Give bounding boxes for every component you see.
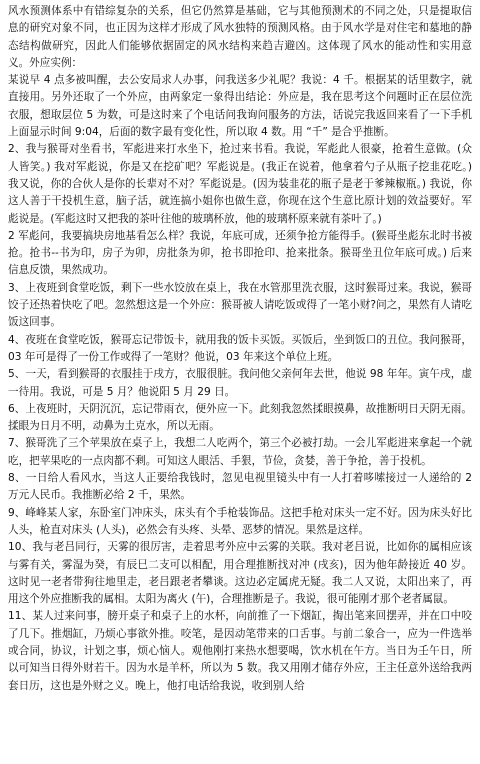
paragraph-example-2: 2、我与猴哥对坐看书，军彪进来打水坐下，抢过来书看。我说，军彪此人很豪，抢着生意做。(众人皆笑。) 我对军彪说，你是又在挖矿吧？军彪说是。(我正在说着，他拿着勺子从瓶子挖韭花吃。) 我又说，你的合伙人是你的长辈对不对？军彪说是。(因为装韭花的瓶子是老于爹辣椒瓶。) 我说，你这人善于干投机生意，脑子活，就连搞小姐你也做生意，你现在这个生意比原计划的效益要好。军彪说是。(军彪这时又把我的茶叶往他的玻璃杯放，他的玻璃杯原来就有茶叶了。) [8,143,472,225]
paragraph-example-4: 4、夜班在食堂吃饭，猴哥忘记带饭卡，就用我的饭卡买饭。买饭后，坐到饭口的丑位。我问猴哥，03 年可是得了一份工作或得了一笔财？他说，03 年来这个单位上班。 [8,333,472,363]
paragraph-intro: 风水预测体系中有错综复杂的关系，但它仍然算是基础，它与其他预测术的不同之处，只是提取信息的研究对象不同，也正因为这样才形成了风水独特的预测风格。由于风水学是对住宅和墓地的静态结构做研究，因此人们能够依据固定的风水结构来趋吉避凶。这体现了风水的能动性和实用意义。外应实例： [8,5,472,69]
paragraph-example-5: 5、一天，看到猴哥的衣服挂于戌方，衣服很脏。我问他父亲何年去世，他说 98 年年。寅午戌，虚一待用。我说，可是 5 月？他说阳 5 月 29 日。 [8,368,472,398]
paragraph-example-3: 3、上夜班到食堂吃饭，剩下一些水饺放在桌上，我在水管那里洗衣服，这时猴哥过来。我说，猴哥饺子还热着快吃了吧。忽然想这是一个外应：猴哥被人请吃饭或得了一笔小财?问之，果然有人请吃饭这回事。 [8,281,472,329]
paragraph-example-2b: 2 军彪问，我要搞块房地基看怎么样？我说，年底可成，还须争抢方能得手。(猴哥坐彪东北时书被抢。抢书--书为印，房子为卯，房批条为卯，抢书即抢印、抢来批条。猴哥坐丑位年底可成。) 后来信息反馈，果然成功。 [8,229,472,277]
paragraph-example-10: 10、我与老吕同行，天雾的很厉害，走着思考外应中云雾的关联。我对老吕说，比如你的属相应该与雾有关，雾湿为癸，有辰巳二支可以相配，用合理推断找对冲 (戌亥)，因为他年龄接近 40 岁。这时见一老者带狗往地里走，老吕跟老者攀谈。这边必定属虎无疑。我二人又说，太阳出来了，再用这个外应推断我的属相。太阳为离火 (午)，合理推断是子。我说，很可能刚才那个老者属鼠。 [8,541,472,606]
paragraph-example-11: 11、某人过来问事，膀开桌子和桌子上的水杯，向前推了一下烟缸，掏出笔来回摆弄，并在口中咬了几下。推烟缸，乃烦心事欲外推。咬笔，是因动笔带来的口舌事。与前二象合一，应为一件选举或合同，协议，计划之事，烦心恼人。观他刚打来热水想要喝，饮水机在午方。当日为壬午日，所以可知当日得外财若干。因为水是羊杯，所以为 5 数。我又用刚才储存外应，王主任意外送给我两套日历，这也是外财之义。晚上，他打电话给我说，收到别人给 [8,610,472,692]
paragraph-example-7: 7、猴哥洗了三个苹果放在桌子上，我想二人吃两个，第三个必被打劫。一会儿军彪进来拿起一个就吃，把苹果吃的一点肉都不剩。可知这人眼活、手狠，节俭，贪婪，善于争抢，善于投机。 [8,437,472,467]
paragraph-example-1: 某说早 4 点多被叫醒，去公安局求人办事，问我送多少礼呢？我说：4 千。根据某的话里数字，就直接用。另外还取了一个外应，由两象定一象得出结论：外应是，我在思考这个问题时正在层位洗衣服，想取层位 5 为数，可是这时来了个电话问我询问服务的方法，话说完我返回来看了一下手机上面显示时间 9:04，后面的数字最有变化性，所以取 4 数。用 “千” 是合乎推断。 [8,74,472,139]
paragraph-example-8: 8、一日给人看风水，当这人正要给我钱时，忽见电视里镜头中有一人打着哆嗦接过一人递给的 2 万元人民币。我推断必给 2 千，果然。 [8,472,472,502]
paragraph-example-9: 9、峰峰某人家，东卧室门冲床头，床头有个手枪装饰品。这把手枪对床头一定不好。因为床头好比人头，枪直对床头 (人头)，必然会有头疼、头晕、恶梦的情况。果然是这样。 [8,506,472,536]
paragraph-example-6: 6、上夜班时，天阴沉沉，忘记带雨衣，便外应一下。此刻我忽然揉眼摸鼻，故推断明日天阴无雨。揉眼为日月不明，动鼻为土克水，所以无雨。 [8,402,472,433]
